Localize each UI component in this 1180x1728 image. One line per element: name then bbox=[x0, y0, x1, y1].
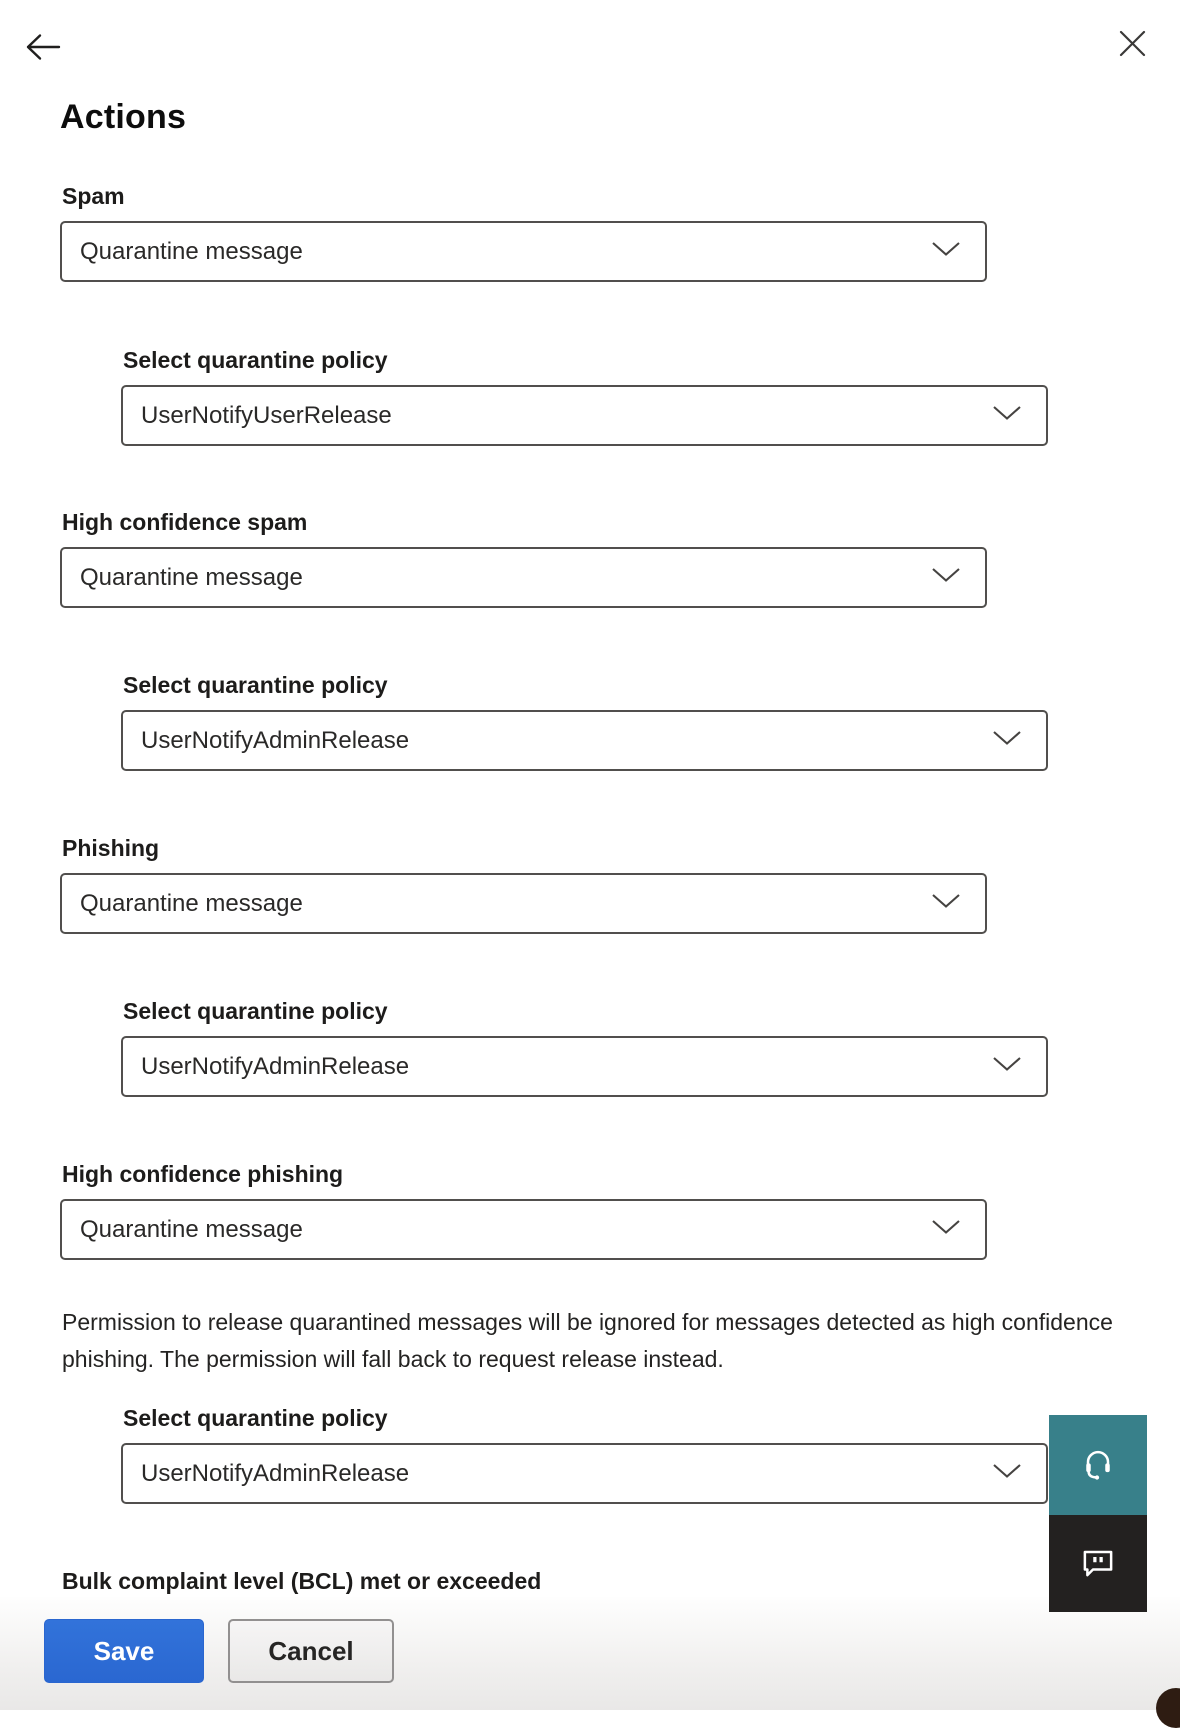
high-confidence-phishing-label: High confidence phishing bbox=[62, 1161, 344, 1187]
chevron-down-icon bbox=[992, 1056, 1022, 1077]
close-button[interactable] bbox=[1110, 24, 1154, 66]
dropdown-value: Quarantine message bbox=[80, 563, 303, 591]
high-confidence-spam-label: High confidence spam bbox=[62, 509, 308, 535]
high-confidence-spam-quarantine-policy-label: Select quarantine policy bbox=[123, 672, 388, 698]
chevron-down-icon bbox=[992, 1463, 1022, 1484]
dropdown-high-confidence-spam-quarantine-policy[interactable] bbox=[121, 710, 1048, 771]
feedback-button[interactable] bbox=[1049, 1515, 1147, 1612]
chevron-down-icon bbox=[931, 241, 961, 262]
feedback-chat-icon bbox=[1078, 1542, 1118, 1585]
close-icon bbox=[1119, 30, 1146, 60]
chevron-down-icon bbox=[992, 405, 1022, 426]
help-button[interactable] bbox=[1049, 1415, 1147, 1515]
chevron-down-icon bbox=[992, 730, 1022, 751]
spam-label: Spam bbox=[62, 183, 125, 209]
spam-quarantine-policy-label: Select quarantine policy bbox=[123, 347, 388, 373]
dropdown-value: UserNotifyAdminRelease bbox=[141, 726, 410, 754]
cancel-button[interactable]: Cancel bbox=[228, 1619, 394, 1683]
phishing-quarantine-policy-label: Select quarantine policy bbox=[123, 998, 388, 1024]
dropdown-spam-action[interactable] bbox=[60, 221, 987, 282]
save-button[interactable]: Save bbox=[44, 1619, 204, 1683]
page-title: Actions bbox=[60, 98, 187, 136]
footer-bar bbox=[0, 1597, 1180, 1710]
back-button[interactable] bbox=[22, 28, 64, 68]
bulk-complaint-level-label: Bulk complaint level (BCL) met or exceeded bbox=[62, 1568, 542, 1594]
dropdown-spam-quarantine-policy[interactable] bbox=[121, 385, 1048, 446]
chevron-down-icon bbox=[931, 893, 961, 914]
dropdown-high-confidence-spam-action[interactable] bbox=[60, 547, 987, 608]
phishing-label: Phishing bbox=[62, 835, 160, 861]
dropdown-value: Quarantine message bbox=[80, 889, 303, 917]
dropdown-phishing-action[interactable] bbox=[60, 873, 987, 934]
dropdown-value: UserNotifyUserRelease bbox=[141, 401, 392, 429]
arrow-left-icon bbox=[25, 33, 61, 64]
chevron-down-icon bbox=[931, 567, 961, 588]
high-confidence-phishing-quarantine-policy-label: Select quarantine policy bbox=[123, 1405, 388, 1431]
chevron-down-icon bbox=[931, 1219, 961, 1240]
clipped-section bbox=[62, 1566, 962, 1597]
dropdown-high-confidence-phishing-action[interactable] bbox=[60, 1199, 987, 1260]
dropdown-value: UserNotifyAdminRelease bbox=[141, 1052, 410, 1080]
headset-icon bbox=[1078, 1444, 1118, 1487]
dropdown-phishing-quarantine-policy[interactable] bbox=[121, 1036, 1048, 1097]
dropdown-value: UserNotifyAdminRelease bbox=[141, 1459, 410, 1487]
high-confidence-phishing-note: Permission to release quarantined messages will be ignored for messages detected as high confidence phishing. The permission will fall back to request release instead. bbox=[62, 1309, 1113, 1372]
dropdown-high-confidence-phishing-quarantine-policy[interactable] bbox=[121, 1443, 1048, 1504]
dropdown-value: Quarantine message bbox=[80, 237, 303, 265]
dropdown-value: Quarantine message bbox=[80, 1215, 303, 1243]
